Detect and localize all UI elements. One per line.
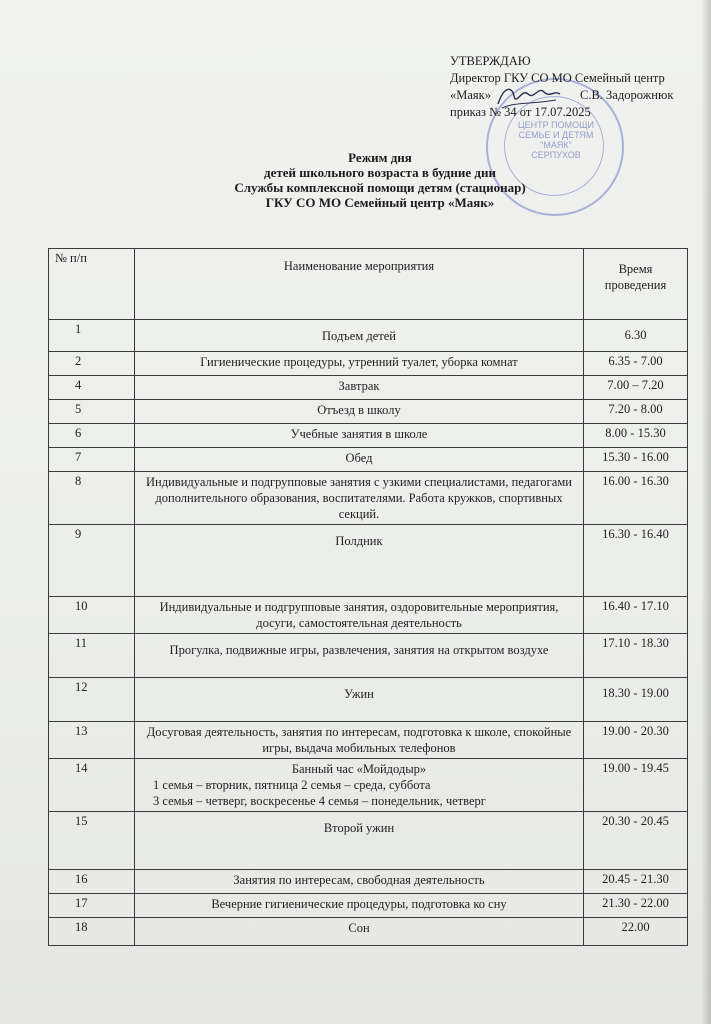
activity-text: Прогулка, подвижные игры, развлечения, занятия на открытом воздухе: [169, 643, 549, 657]
activity-text: Вечерние гигиенические процедуры, подготовка ко сну: [211, 897, 507, 911]
row-time: 20.45 - 21.30: [584, 870, 688, 894]
row-number: 13: [49, 722, 135, 759]
row-time: 20.30 - 20.45: [584, 812, 688, 870]
activity-text: Обед: [345, 451, 373, 465]
row-activity: [135, 525, 584, 597]
row-number: 18: [49, 918, 135, 946]
approval-heading: УТВЕРЖДАЮ: [450, 54, 531, 68]
row-time: 8.00 - 15.30: [584, 424, 688, 448]
table-row: [49, 448, 688, 472]
title-line-4: ГКУ СО МО Семейный центр «Маяк»: [265, 195, 495, 210]
activity-text: Сон: [348, 921, 370, 935]
row-time: 16.40 - 17.10: [584, 597, 688, 634]
row-activity: [135, 812, 584, 870]
approval-director-name: С.В. Задорожнюк: [580, 88, 674, 102]
row-activity: [135, 376, 584, 400]
activity-detail-line: 1 семья – вторник, пятница 2 семья – среда, суббота: [153, 778, 431, 792]
row-activity: [135, 424, 584, 448]
row-activity: [135, 678, 584, 722]
row-activity: [135, 320, 584, 352]
row-time: 18.30 - 19.00: [584, 678, 688, 722]
row-time: 17.10 - 18.30: [584, 634, 688, 678]
activity-text: Досуговая деятельность, занятия по интересам, подготовка к школе, спокойные игры, выдача мобильных телефонов: [146, 725, 572, 755]
row-activity: [135, 634, 584, 678]
table-row: [49, 722, 688, 759]
row-activity: [135, 894, 584, 918]
activity-detail-line: 3 семья – четверг, воскресенье 4 семья – понедельник, четверг: [153, 794, 486, 808]
row-number: 15: [49, 812, 135, 870]
row-time: 21.30 - 22.00: [584, 894, 688, 918]
row-time: 6.35 - 7.00: [584, 352, 688, 376]
stamp-text: ЦЕНТР ПОМОЩИ СЕМЬЕ И ДЕТЯМ "МАЯК" СЕРПУХОВ: [517, 120, 595, 160]
page-edge-shadow: [701, 0, 711, 1024]
activity-text: Завтрак: [338, 379, 380, 393]
header-number: № п/п: [49, 249, 135, 320]
approval-block: [450, 53, 705, 121]
row-activity: [135, 597, 584, 634]
title-line-2: детей школьного возраста в будние дни: [264, 165, 496, 180]
row-time: 15.30 - 16.00: [584, 448, 688, 472]
table-body: [49, 320, 688, 946]
row-time: 7.20 - 8.00: [584, 400, 688, 424]
schedule-table: [48, 248, 688, 946]
row-time: 19.00 - 19.45: [584, 759, 688, 812]
activity-text: Индивидуальные и подгрупповые занятия, оздоровительные мероприятия, досуги, самостоятельная деятельность: [159, 600, 559, 630]
row-activity: [135, 472, 584, 525]
row-activity: [135, 759, 584, 812]
activity-text: Ужин: [344, 687, 374, 701]
row-number: 14: [49, 759, 135, 812]
table-row: [49, 597, 688, 634]
header-time: Время проведения: [584, 249, 688, 320]
table-row: [49, 870, 688, 894]
row-activity: [135, 352, 584, 376]
activity-text: Подъем детей: [322, 329, 396, 343]
row-number: 8: [49, 472, 135, 525]
row-activity: [135, 722, 584, 759]
row-number: 10: [49, 597, 135, 634]
row-activity: [135, 448, 584, 472]
title-line-3: Службы комплексной помощи детям (стационар): [234, 180, 526, 195]
table-row: [49, 634, 688, 678]
row-number: 11: [49, 634, 135, 678]
row-number: 9: [49, 525, 135, 597]
table-row: [49, 320, 688, 352]
table-row: [49, 400, 688, 424]
row-time: 16.00 - 16.30: [584, 472, 688, 525]
row-time: 7.00 – 7.20: [584, 376, 688, 400]
row-time: 16.30 - 16.40: [584, 525, 688, 597]
activity-text: Полдник: [335, 534, 383, 548]
activity-text: Учебные занятия в школе: [290, 427, 428, 441]
activity-text: Индивидуальные и подгрупповые занятия с узкими специалистами, педагогами дополнительного образования, воспитателями. Работа кружков, спортивных секций.: [146, 475, 572, 521]
row-activity: [135, 400, 584, 424]
table-header-row: [49, 249, 688, 320]
table-row: [49, 918, 688, 946]
table-row: [49, 812, 688, 870]
activity-text: Банный час «Мойдодыр»: [291, 762, 427, 776]
approval-order-line: приказ № 34 от 17.07.2025: [450, 105, 591, 119]
table-row: [49, 352, 688, 376]
row-number: 4: [49, 376, 135, 400]
row-number: 7: [49, 448, 135, 472]
header-activity: Наименование мероприятия: [135, 249, 584, 320]
row-number: 16: [49, 870, 135, 894]
table-row: [49, 678, 688, 722]
row-time: 19.00 - 20.30: [584, 722, 688, 759]
title-line-1: Режим дня: [348, 150, 412, 165]
row-activity: [135, 870, 584, 894]
table-row: [49, 472, 688, 525]
approval-director-name-line: [450, 87, 705, 104]
row-number: 17: [49, 894, 135, 918]
table-row: [49, 759, 688, 812]
activity-text: Второй ужин: [323, 821, 395, 835]
activity-text: Занятия по интересам, свободная деятельность: [233, 873, 485, 887]
row-time: 22.00: [584, 918, 688, 946]
activity-text: Гигиенические процедуры, утренний туалет, уборка комнат: [200, 355, 518, 369]
row-number: 1: [49, 320, 135, 352]
row-number: 6: [49, 424, 135, 448]
table-row: [49, 424, 688, 448]
document-title: [200, 150, 560, 210]
row-number: 5: [49, 400, 135, 424]
row-activity: [135, 918, 584, 946]
table-row: [49, 525, 688, 597]
approval-org-name: «Маяк»: [450, 88, 491, 102]
approval-director-line: Директор ГКУ СО МО Семейный центр: [450, 71, 665, 85]
activity-text: Отъезд в школу: [317, 403, 401, 417]
table-row: [49, 894, 688, 918]
row-number: 12: [49, 678, 135, 722]
table-row: [49, 376, 688, 400]
row-number: 2: [49, 352, 135, 376]
row-time: 6.30: [584, 320, 688, 352]
